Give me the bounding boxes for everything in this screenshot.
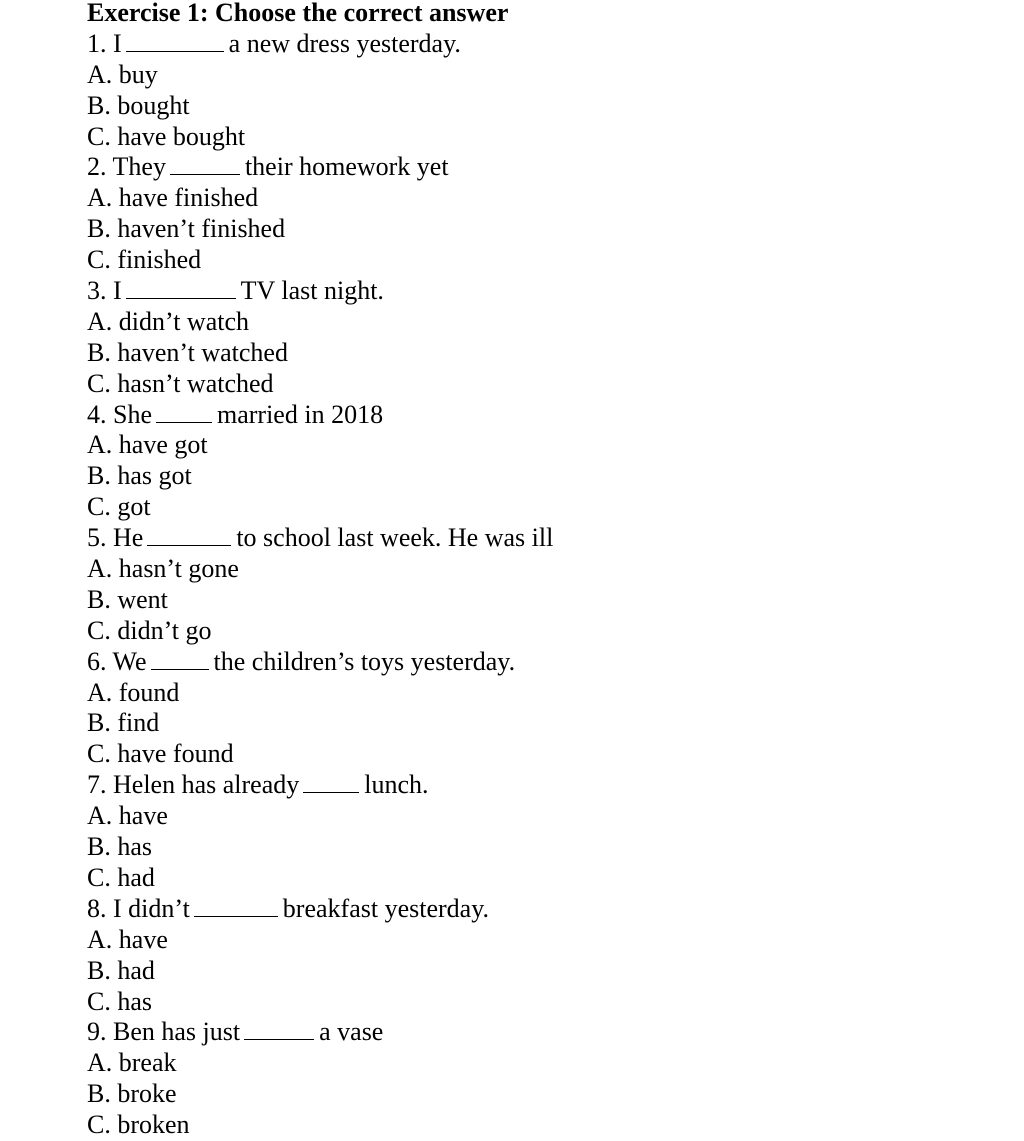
answer-option: C. got bbox=[87, 492, 151, 522]
question-prefix: 9. Ben has just bbox=[87, 1017, 241, 1047]
answer-option: B. went bbox=[87, 584, 168, 614]
answer-option: A. buy bbox=[87, 59, 158, 89]
question-prefix: 7. Helen has already bbox=[87, 770, 300, 800]
question-suffix: the children’s toys yesterday. bbox=[213, 646, 516, 676]
answer-option: A. have bbox=[87, 924, 168, 954]
answer-option: B. haven’t finished bbox=[87, 214, 286, 244]
answer-option: C. have bought bbox=[87, 121, 246, 151]
question-stem bbox=[87, 152, 987, 183]
question-stem bbox=[87, 1017, 987, 1048]
answer-option: C. finished bbox=[87, 245, 202, 275]
answer-option: A. have bbox=[87, 801, 168, 831]
question-prefix: 8. I didn’t bbox=[87, 893, 190, 923]
question-prefix: 5. He bbox=[87, 523, 144, 553]
question-prefix: 3. I bbox=[87, 276, 122, 306]
answer-option: C. had bbox=[87, 862, 155, 892]
answer-blank bbox=[244, 1019, 314, 1040]
answer-option: B. bought bbox=[87, 90, 190, 120]
question-stem bbox=[87, 276, 987, 307]
question-stem bbox=[87, 523, 987, 554]
question-suffix: a vase bbox=[319, 1017, 384, 1047]
answer-option: A. found bbox=[87, 677, 180, 707]
question-prefix: 6. We bbox=[87, 646, 147, 676]
answer-blank bbox=[126, 278, 236, 299]
question-suffix: married in 2018 bbox=[217, 399, 384, 429]
answer-blank bbox=[303, 772, 359, 793]
answer-option: A. hasn’t gone bbox=[87, 554, 239, 584]
answer-blank bbox=[194, 896, 278, 917]
answer-option: C. broken bbox=[87, 1110, 190, 1140]
answer-blank bbox=[151, 649, 209, 670]
question-prefix: 1. I bbox=[87, 28, 122, 58]
answer-blank bbox=[147, 525, 231, 546]
question-suffix: a new dress yesterday. bbox=[228, 28, 461, 58]
question-prefix: 2. They bbox=[87, 152, 166, 182]
answer-option: C. didn’t go bbox=[87, 615, 212, 645]
question-suffix: lunch. bbox=[364, 770, 429, 800]
question-suffix: to school last week. He was ill bbox=[236, 523, 554, 553]
answer-option: C. hasn’t watched bbox=[87, 368, 274, 398]
question-suffix: TV last night. bbox=[240, 276, 384, 306]
answer-option: A. didn’t watch bbox=[87, 306, 249, 336]
answer-option: A. break bbox=[87, 1048, 177, 1078]
exercise-title: Exercise 1: Choose the correct answer bbox=[87, 0, 509, 27]
answer-blank bbox=[170, 154, 240, 175]
answer-option: C. have found bbox=[87, 739, 234, 769]
answer-option: A. have finished bbox=[87, 183, 259, 213]
answer-blank bbox=[156, 402, 212, 423]
answer-option: A. have got bbox=[87, 430, 208, 460]
answer-option: B. has got bbox=[87, 461, 192, 491]
answer-option: B. has bbox=[87, 832, 152, 862]
question-stem bbox=[87, 400, 987, 431]
answer-option: B. had bbox=[87, 955, 155, 985]
question-stem bbox=[87, 647, 987, 678]
answer-option: B. find bbox=[87, 708, 160, 738]
answer-option: C. has bbox=[87, 986, 152, 1016]
question-prefix: 4. She bbox=[87, 399, 152, 429]
answer-option: B. haven’t watched bbox=[87, 337, 288, 367]
question-suffix: their homework yet bbox=[244, 152, 449, 182]
question-stem bbox=[87, 894, 987, 925]
exercise-sheet bbox=[87, 0, 987, 1141]
answer-option: B. broke bbox=[87, 1079, 177, 1109]
answer-blank bbox=[126, 31, 224, 52]
question-stem bbox=[87, 770, 987, 801]
question-suffix: breakfast yesterday. bbox=[282, 893, 490, 923]
question-stem bbox=[87, 29, 987, 60]
